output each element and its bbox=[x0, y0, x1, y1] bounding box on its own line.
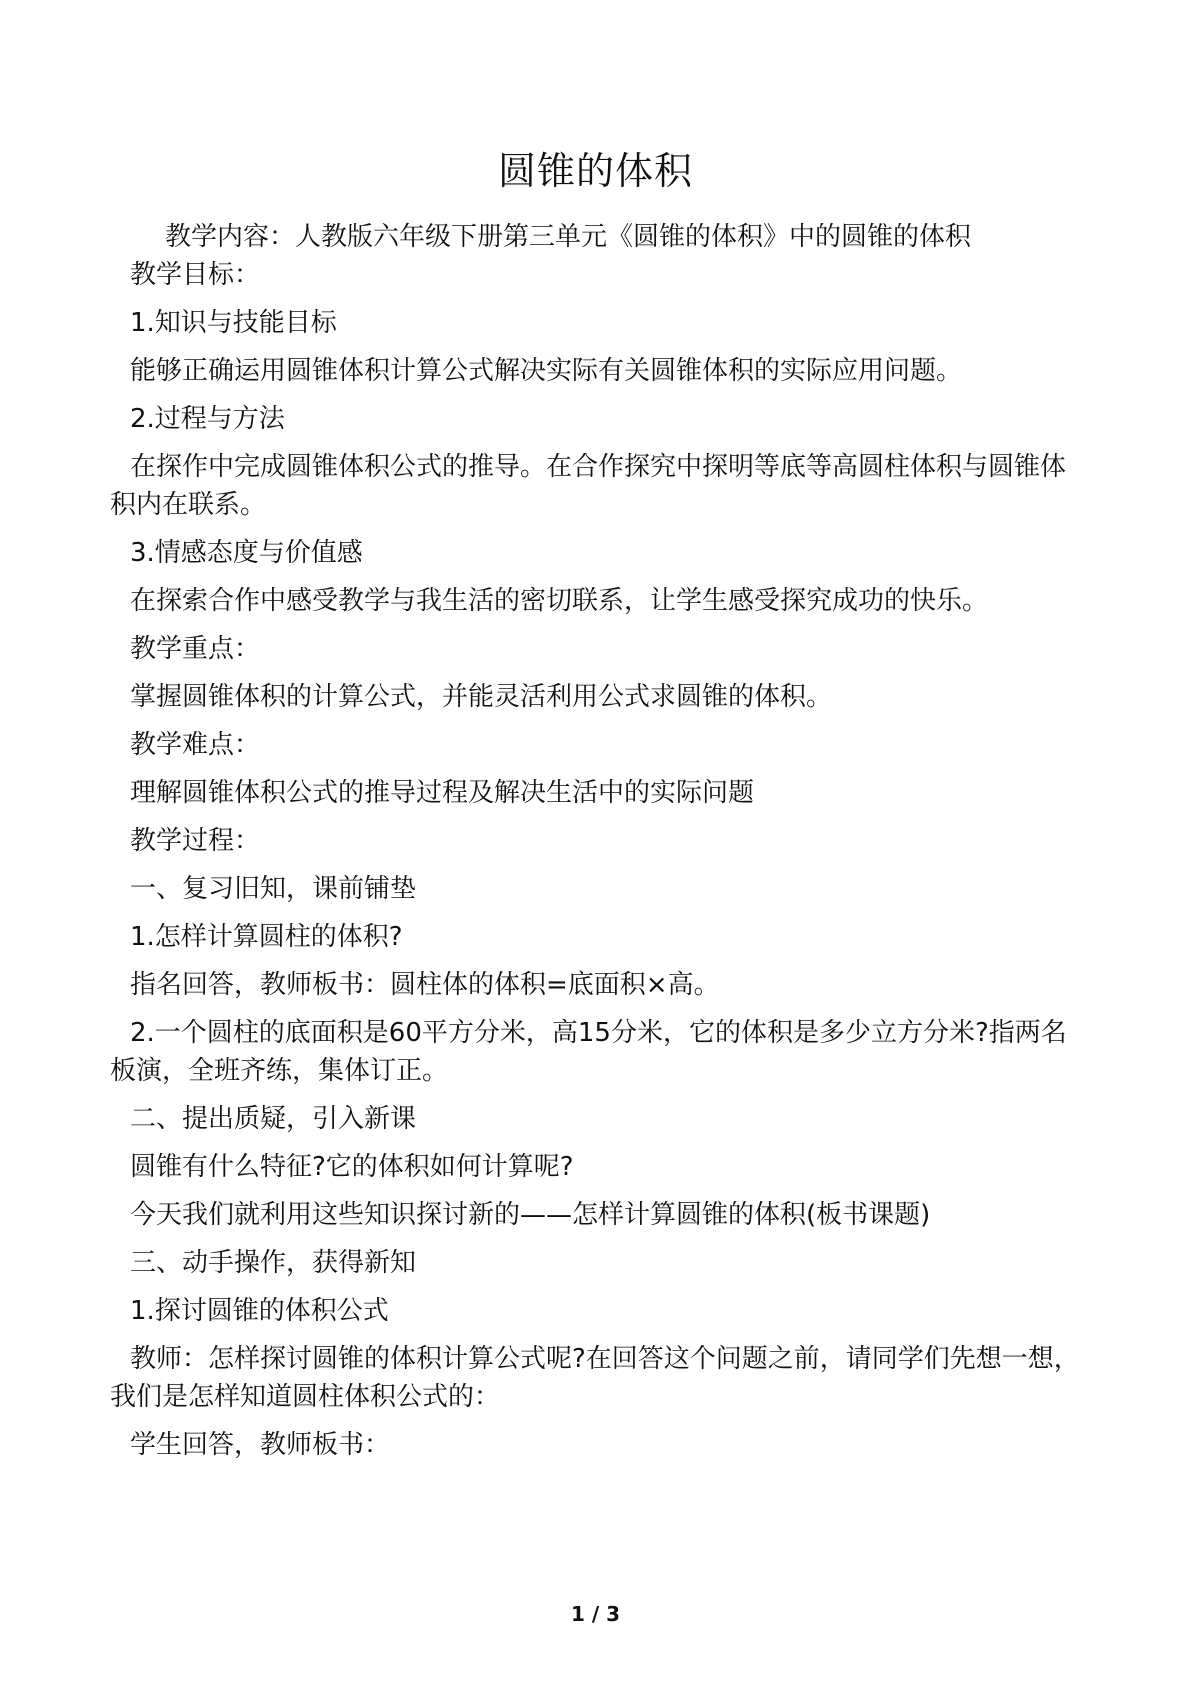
paragraph-goal-1: 1.知识与技能目标 bbox=[130, 308, 337, 338]
section-heading-1: 一、复习旧知，课前铺垫 bbox=[130, 874, 417, 904]
paragraph: 圆锥有什么特征?它的体积如何计算呢? bbox=[130, 1152, 574, 1182]
paragraph: 掌握圆锥体积的计算公式，并能灵活利用公式求圆锥的体积。 bbox=[130, 682, 833, 712]
paragraph: 1.怎样计算圆柱的体积? bbox=[130, 922, 403, 952]
paragraph: 在探索合作中感受教学与我生活的密切联系，让学生感受探究成功的快乐。 bbox=[130, 586, 989, 616]
section-heading-3: 三、动手操作，获得新知 bbox=[130, 1248, 417, 1278]
paragraph-teaching-content: 教学内容：人教版六年级下册第三单元《圆锥的体积》中的圆锥的体积 bbox=[165, 222, 972, 252]
paragraph-teaching-goals: 教学目标： bbox=[130, 260, 261, 290]
paragraph-difficulties: 教学难点： bbox=[130, 730, 261, 760]
paragraph-goal-3: 3.情感态度与价值感 bbox=[130, 538, 363, 568]
paragraph: 理解圆锥体积公式的推导过程及解决生活中的实际问题 bbox=[130, 778, 755, 808]
document-title: 圆锥的体积 bbox=[497, 149, 693, 193]
paragraph-goal-2: 2.过程与方法 bbox=[130, 404, 285, 434]
paragraph: 教师：怎样探讨圆锥的体积计算公式呢?在回答这个问题之前，请同学们先想一想，我们是怎样知道圆柱体积公式的： bbox=[110, 1344, 1080, 1412]
paragraph: 今天我们就利用这些知识探讨新的——怎样计算圆锥的体积(板书课题) bbox=[130, 1200, 931, 1230]
paragraph: 2.一个圆柱的底面积是60平方分米，高15分米，它的体积是多少立方分米?指两名板演，全班齐练，集体订正。 bbox=[110, 1018, 1067, 1086]
paragraph: 1.探讨圆锥的体积公式 bbox=[130, 1296, 389, 1326]
paragraph-key-points: 教学重点： bbox=[130, 634, 261, 664]
document-body bbox=[110, 218, 1090, 1474]
page-number: 1 / 3 bbox=[570, 1602, 621, 1626]
paragraph-process: 教学过程： bbox=[130, 826, 261, 856]
paragraph: 学生回答，教师板书： bbox=[130, 1430, 391, 1460]
paragraph: 指名回答，教师板书：圆柱体的体积=底面积×高。 bbox=[130, 970, 720, 1000]
section-heading-2: 二、提出质疑，引入新课 bbox=[130, 1104, 417, 1134]
paragraph: 能够正确运用圆锥体积计算公式解决实际有关圆锥体积的实际应用问题。 bbox=[130, 356, 963, 386]
paragraph: 在探作中完成圆锥体积公式的推导。在合作探究中探明等底等高圆柱体积与圆锥体积内在联系。 bbox=[110, 452, 1067, 520]
